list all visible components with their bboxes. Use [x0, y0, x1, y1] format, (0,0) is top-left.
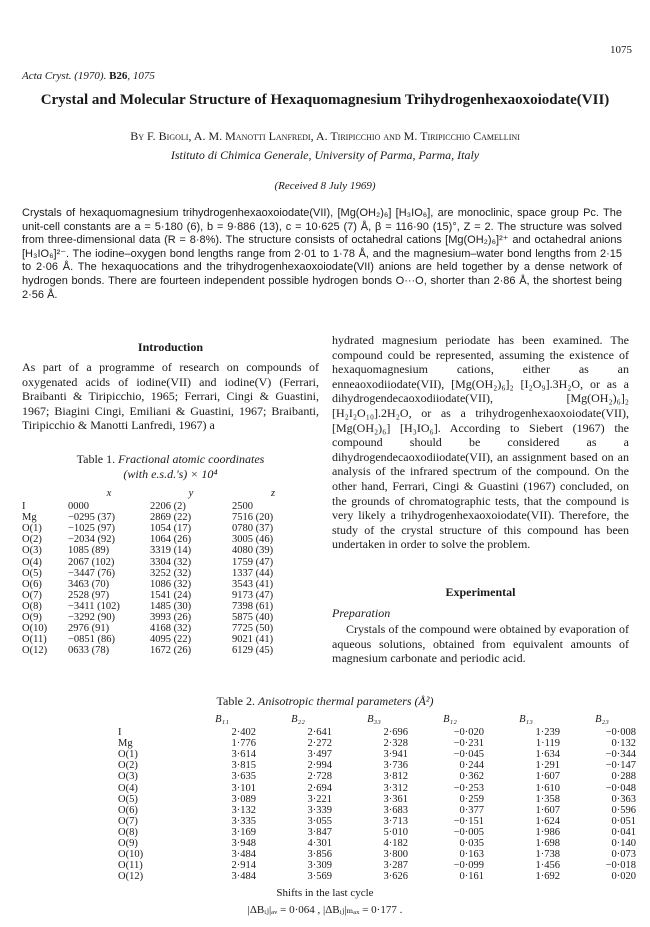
shifts-title: Shifts in the last cycle [276, 887, 374, 899]
table2-cell: 3·169 [231, 826, 256, 838]
table2-row [118, 860, 644, 871]
table2-cell: 3·484 [231, 849, 256, 861]
introduction-section [22, 340, 319, 355]
table1-cell: −1025 (97) [68, 523, 116, 535]
table1-caption-line1 [22, 452, 319, 467]
experimental-heading: Experimental [445, 585, 516, 599]
table2-cell: 0·377 [459, 804, 484, 816]
table2-cell: 0·132 [611, 738, 636, 750]
table2-row [118, 794, 644, 805]
table1-caption [22, 452, 319, 482]
table2-row [118, 871, 644, 882]
table1-cell: 1064 (26) [150, 534, 192, 546]
table2-cell: −0·151 [453, 815, 484, 827]
table1-cell: −3447 (76) [68, 567, 116, 579]
table1-cell: −0851 (86) [68, 634, 116, 646]
table1-subtitle: (with e.s.d.'s) × 10⁴ [123, 467, 218, 481]
shifts-values: |ΔBᵢⱼ|ₐᵥ = 0·064 , |ΔBᵢⱼ|ₘₐₓ = 0·177 . [247, 904, 403, 916]
table2-cell: 2·696 [383, 727, 408, 739]
table2-cell: 0·288 [611, 771, 636, 783]
table1-cell: −3411 (102) [68, 600, 120, 612]
preparation-subheading: Preparation [332, 606, 391, 620]
table2-column-header: B₂₂ [291, 714, 305, 725]
table1-cell: 2067 (102) [68, 556, 115, 568]
introduction-text-left: As part of a programme of research on compounds of oxygenated acids of iodine(VII) and iodine(V) (Ferrari, Braibanti & Tiripicchio, 1965; Ferrari, Cingi & Guastini, 1967; Biagini Cingi, Emiliani & Guastini, 1967; Braibanti, Tiripicchio & Manotti Lanfredi, 1967) a [22, 360, 319, 433]
table2-cell: −0·099 [453, 860, 484, 872]
table1-row [22, 590, 314, 601]
table2-cell: 3·055 [307, 815, 332, 827]
table2-cell: 3·856 [307, 849, 332, 861]
table1-row [22, 557, 314, 568]
table2-cell: 3·361 [383, 793, 408, 805]
table1-grid [22, 488, 314, 656]
table2-column-header: B₁₁ [215, 714, 229, 725]
table1-column-header: x [106, 488, 112, 499]
abstract: Crystals of hexaquomagnesium trihydrogenhexaoxoiodate(VII), [Mg(OH₂)₆] [H₃IO₆], are monoclinic, space group Pc. The unit-cell constants are a = 5·180 (6), b = 9·886 (13), c = 10·625 (7) Å, β = 116·90 (15)°, Z = 2. The structure was solved from three-dimensional data (R = 8·8%). The structure consists of octahedral cations [Mg(OH₂)₆]²⁺ and octahedral anions [H₃IO₆]²⁻. The iodine–oxygen bond lengths range from 2·01 to 1·78 Å, and the magnesium–water bond lengths from 2·15 to 2·06 Å. The hexaquocations and the trihydrogenhexaoxoiodate(VII) anions are held together by a dense network of hydrogen bonds. There are fourteen independent possible hydrogen bonds O···O, shorter than 2·86 Å, the shortest being 2·56 Å. [22, 207, 622, 301]
table1-caption-line2 [22, 467, 319, 482]
table2-atom-label: O(3) [118, 771, 138, 783]
table2-row [118, 816, 644, 827]
table1-cell: 1086 (32) [150, 578, 192, 590]
table2-cell: 2·328 [383, 738, 408, 750]
table2-column-header: B₃₃ [367, 714, 381, 725]
table1-cell: 3993 (26) [150, 612, 192, 624]
table1-cell: −3292 (90) [68, 612, 116, 624]
table2-cell: 4·301 [307, 838, 332, 850]
table1-row [22, 568, 314, 579]
table1-cell: 3543 (41) [232, 578, 274, 590]
table2-cell: 2·994 [307, 760, 332, 772]
table1-atom-label: O(7) [22, 589, 42, 601]
table2-cell: 3·089 [231, 793, 256, 805]
table2-atom-label: O(5) [118, 793, 138, 805]
table1-row [22, 501, 314, 512]
table1-atom-label: O(8) [22, 600, 42, 612]
introduction-heading: Introduction [137, 340, 204, 354]
table2-cell: 3·736 [383, 760, 408, 772]
authors: By F. Bigoli, A. M. Manotti Lanfredi, A. Tiripicchio and M. Tiripicchio Camellini [130, 129, 520, 143]
institution: Istituto di Chimica Generale, University of Parma, Parma, Italy [170, 148, 480, 162]
table1-cell: 1054 (17) [150, 523, 192, 535]
table2-cell: 3·312 [383, 782, 408, 794]
table1-cell: 2528 (97) [68, 589, 110, 601]
table2-cell: 0·259 [459, 793, 484, 805]
table2-cell: 2·402 [231, 727, 256, 739]
table2-cell: 1·610 [535, 782, 560, 794]
table2-column-header: B₁₃ [519, 714, 533, 725]
journal-year: (1970). [74, 70, 107, 82]
table2-cell: −0·231 [453, 738, 484, 750]
table2-column-header: B₂₃ [595, 714, 609, 725]
table1-header-row [22, 488, 314, 501]
table2-atom-label: O(12) [118, 871, 144, 883]
table1-cell: 1541 (24) [150, 589, 192, 601]
table1-cell: 2976 (91) [68, 623, 110, 635]
table2-cell: 3·800 [383, 849, 408, 861]
table2-cell: 1·692 [535, 871, 560, 883]
table1-title: Fractional atomic coordinates [118, 452, 265, 466]
table1-atom-label: I [22, 501, 26, 513]
table2-row [118, 783, 644, 794]
table2-cell: 1·607 [535, 771, 560, 783]
table2-atom-label: O(1) [118, 749, 138, 761]
table2-row [118, 771, 644, 782]
table1-cell: 3319 (14) [150, 545, 192, 557]
table2-cell: 0·363 [611, 793, 636, 805]
table1-row [22, 645, 314, 656]
table2-atom-label: O(2) [118, 760, 138, 772]
table2-cell: 4·182 [383, 838, 408, 850]
table1-row [22, 612, 314, 623]
table1-cell: 4080 (39) [232, 545, 274, 557]
table1-atom-label: O(1) [22, 523, 42, 535]
table2-cell: 0·244 [459, 760, 484, 772]
table1-cell: 1672 (26) [150, 645, 192, 657]
table1-cell: −0295 (37) [68, 512, 116, 524]
table1-column-header: z [270, 488, 276, 499]
table1-label: Table 1. [76, 452, 116, 466]
introduction-text-right: hydrated magnesium periodate has been examined. The compound could be represented, assuming the existence of hexaquomagnesium cations, either as an enneaoxodiiodate(VII), [Mg(OH₂)₆]₂ [I₂O₉].3H₂O, or as a dihydrogendecaoxodiiodate(VII), [Mg(OH₂)₆]₂ [H₂I₂O₁₀].2H₂O, or as a trihydrogenhexaoxoiodate(VII), [Mg(OH₂)₆] [H₃IO₆]. According to Siebert (1967) the compound should be considered as a dihydrogendecaoxodiiodate(VII), an assignment based on an analysis of the infrared spectrum of the compound. On the other hand, Ferrari, Cingi & Guastini (1967) concluded, on the grounds of chromatographic tests, that the compound is very likely a trihydrogenhexaoxoiodate(VII). Therefore, the study of the crystal structure of this compound has been undertaken in order to solve the problem. [332, 333, 629, 552]
table2-label: Table 2. [216, 694, 255, 708]
table2-cell: 3·287 [383, 860, 408, 872]
table1-cell: 7398 (61) [232, 600, 274, 612]
table1-cell: 1085 (89) [68, 545, 110, 557]
table2-grid [118, 714, 644, 882]
table2 [118, 714, 644, 882]
table1-cell: 1485 (30) [150, 600, 192, 612]
table2-cell: 1·634 [535, 749, 560, 761]
table1-cell: 1759 (47) [232, 556, 274, 568]
table1-row [22, 634, 314, 645]
table2-cell: 2·641 [307, 727, 332, 739]
table2-cell: 2·272 [307, 738, 332, 750]
table2-cell: 0·596 [611, 804, 636, 816]
table2-cell: 1·456 [535, 860, 560, 872]
table2-cell: −0·008 [605, 727, 636, 739]
table1-row [22, 601, 314, 612]
table2-cell: 2·728 [307, 771, 332, 783]
table2-row [118, 805, 644, 816]
table1-column-header [22, 488, 68, 501]
table2-column-header: B₁₂ [443, 714, 457, 725]
table2-cell: 3·941 [383, 749, 408, 761]
table2-row [118, 738, 644, 749]
table2-cell: 1·607 [535, 804, 560, 816]
table1-atom-label: O(3) [22, 545, 42, 557]
table2-cell: 3·614 [231, 749, 256, 761]
table2-cell: 3·626 [383, 871, 408, 883]
table2-atom-label: O(11) [118, 860, 143, 872]
table1-atom-label: O(11) [22, 634, 47, 646]
table2-cell: 3·132 [231, 804, 256, 816]
table2-cell: 3·221 [307, 793, 332, 805]
table2-cell: 3·497 [307, 749, 332, 761]
table2-cell: −0·147 [605, 760, 636, 772]
table2-cell: 1·624 [535, 815, 560, 827]
table2-cell: 1·119 [535, 738, 560, 750]
table2-atom-label: O(4) [118, 782, 138, 794]
received-date: (Received 8 July 1969) [274, 180, 376, 192]
table1-cell: 0000 [68, 501, 89, 513]
table2-cell: 1·239 [535, 727, 560, 739]
table1-column-header: y [188, 488, 194, 499]
table2-atom-label: O(8) [118, 826, 138, 838]
table2-title: Anisotropic thermal parameters (Å²) [258, 694, 434, 708]
table2-cell: 3·635 [231, 771, 256, 783]
table2-cell: −0·048 [605, 782, 636, 794]
table2-cell: 3·812 [383, 771, 408, 783]
table1-cell: 7516 (20) [232, 512, 274, 524]
preparation-text: Crystals of the compound were obtained by evaporation of aqueous solutions, obtained from equivalent amounts of magnesium carbonate and periodic acid. [332, 622, 629, 666]
table1-row [22, 512, 314, 523]
experimental-section [332, 585, 629, 600]
table1-cell: 5875 (40) [232, 612, 274, 624]
table2-row [118, 849, 644, 860]
table2-cell: 3·569 [307, 871, 332, 883]
table1-cell: 0633 (78) [68, 645, 110, 657]
table2-cell: 0·073 [611, 849, 636, 861]
table2-cell: −0·045 [453, 749, 484, 761]
table2-cell: 3·309 [307, 860, 332, 872]
table2-atom-label: O(6) [118, 804, 138, 816]
table1-cell: 2869 (22) [150, 512, 192, 524]
table1-atom-label: O(10) [22, 623, 48, 635]
table2-cell: 2·694 [307, 782, 332, 794]
paper-title: Crystal and Molecular Structure of Hexaquomagnesium Trihydrogenhexaoxoiodate(VII) [40, 92, 610, 108]
table1-cell: 0780 (37) [232, 523, 274, 535]
table2-cell: 2·914 [231, 860, 256, 872]
table1-cell: 3005 (46) [232, 534, 274, 546]
table2-row [118, 838, 644, 849]
table2-cell: 3·335 [231, 815, 256, 827]
table2-cell: −0·005 [453, 826, 484, 838]
table2-cell: 1·738 [535, 849, 560, 861]
table2-cell: 0·163 [459, 849, 484, 861]
table2-cell: 3·339 [307, 804, 332, 816]
table2-row [118, 727, 644, 738]
table1-cell: 1337 (44) [232, 567, 274, 579]
table1-cell: −2034 (92) [68, 534, 116, 546]
table2-atom-label: Mg [118, 738, 133, 750]
table2-cell: −0·253 [453, 782, 484, 794]
table2-cell: −0·344 [605, 749, 636, 761]
table2-cell: 3·713 [383, 815, 408, 827]
table2-cell: 3·847 [307, 826, 332, 838]
table2-cell: 0·140 [611, 838, 636, 850]
table2-caption-line [0, 694, 650, 709]
table2-cell: 1·986 [535, 826, 560, 838]
journal-name: Acta Cryst. [22, 70, 72, 82]
table1-cell: 4168 (32) [150, 623, 192, 635]
table2-cell: 3·101 [231, 782, 256, 794]
table2-column-header [118, 714, 188, 727]
table1-cell: 3304 (32) [150, 556, 192, 568]
table1-row [22, 534, 314, 545]
table1-cell: 9021 (41) [232, 634, 274, 646]
journal-reference: Acta Cryst. (1970). B26, 1075 [22, 70, 155, 82]
table2-cell: 3·683 [383, 804, 408, 816]
table2-cell: 3·948 [231, 838, 256, 850]
table1-cell: 4095 (22) [150, 634, 192, 646]
table2-cell: −0·020 [453, 727, 484, 739]
table2-cell: 0·161 [459, 871, 484, 883]
table1-row [22, 545, 314, 556]
table1-atom-label: Mg [22, 512, 37, 524]
table2-cell: −0·018 [605, 860, 636, 872]
table1-cell: 9173 (47) [232, 589, 274, 601]
journal-page: 1075 [132, 70, 155, 82]
table2-cell: 5·010 [383, 826, 408, 838]
table1-row [22, 623, 314, 634]
table1-cell: 2500 [232, 501, 253, 513]
table1-atom-label: O(4) [22, 556, 42, 568]
table1-atom-label: O(12) [22, 645, 48, 657]
table2-cell: 0·020 [611, 871, 636, 883]
table2-cell: 0·051 [611, 815, 636, 827]
table2-cell: 1·358 [535, 793, 560, 805]
table1-cell: 2206 (2) [150, 501, 186, 513]
table2-cell: 1·291 [535, 760, 560, 772]
table1-atom-label: O(6) [22, 578, 42, 590]
table2-atom-label: I [118, 727, 122, 739]
table1-atom-label: O(5) [22, 567, 42, 579]
table2-atom-label: O(9) [118, 838, 138, 850]
table1-row [22, 523, 314, 534]
table2-row [118, 749, 644, 760]
table2-cell: 0·041 [611, 826, 636, 838]
table1-cell: 3463 (70) [68, 578, 110, 590]
table2-cell: 3·815 [231, 760, 256, 772]
table2-cell: 3·484 [231, 871, 256, 883]
table2-cell: 1·776 [231, 738, 256, 750]
table2-row [118, 760, 644, 771]
table1-cell: 6129 (45) [232, 645, 274, 657]
table2-cell: 0·362 [459, 771, 484, 783]
table2-caption [0, 694, 650, 709]
table1 [22, 488, 314, 656]
table2-atom-label: O(7) [118, 815, 138, 827]
table1-atom-label: O(9) [22, 612, 42, 624]
journal-volume: B26 [109, 70, 128, 82]
table1-row [22, 579, 314, 590]
table1-cell: 3252 (32) [150, 567, 192, 579]
table1-atom-label: O(2) [22, 534, 42, 546]
table1-cell: 7725 (50) [232, 623, 274, 635]
table2-row [118, 827, 644, 838]
table2-atom-label: O(10) [118, 849, 144, 861]
table2-cell: 0·035 [459, 838, 484, 850]
table2-cell: 1·698 [535, 838, 560, 850]
table2-header-row [118, 714, 644, 727]
page-number: 1075 [610, 44, 632, 56]
